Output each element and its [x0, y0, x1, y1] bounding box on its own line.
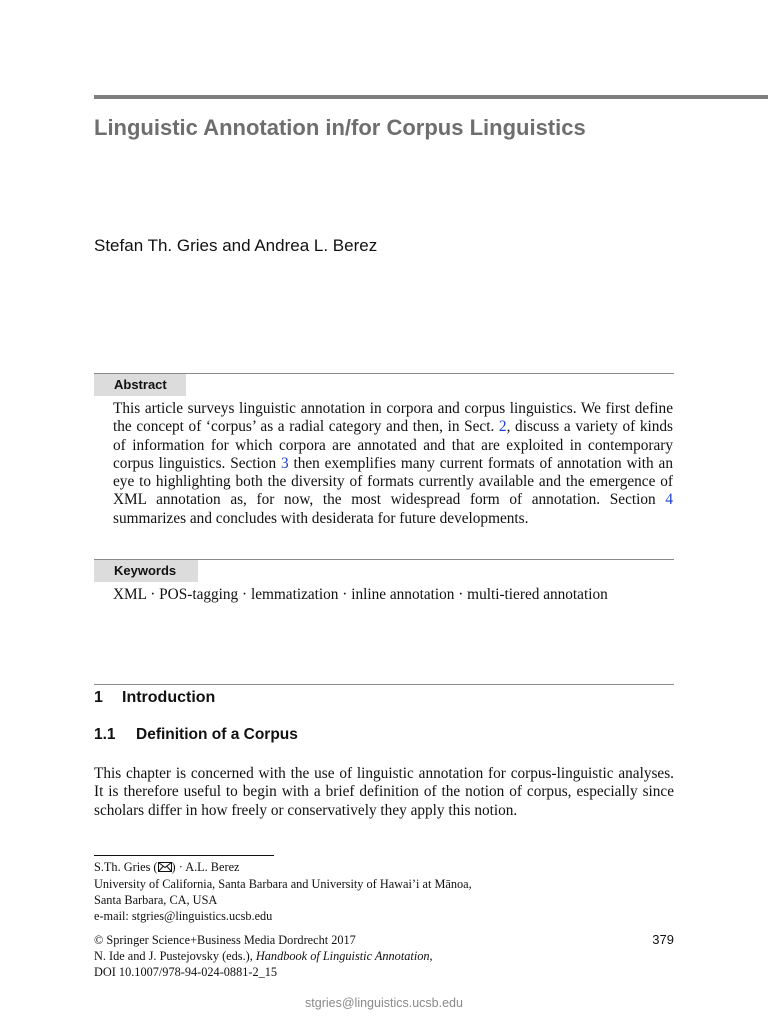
abstract-text: This article surveys linguistic annotation in corpora and corpus linguistics. We first define the concept of ‘corpus’ as a radial category and then, in Sect. 2, discuss a variety of kinds of information for which corpora are annotated and that are exploited in contemporary corpus linguistics. Section 3 then exemplifies many current formats of annotation with an eye to highlighting both the diversity of formats currently available and the emergence of XML annotation as, for now, the most widespread form of annotation. Section 4 summarizes and concludes with desiderata for future developments.: [113, 400, 673, 527]
section-title: Introduction: [122, 689, 216, 706]
section-number: 1: [94, 689, 103, 706]
section-2-link[interactable]: 2: [498, 418, 507, 436]
mail-icon[interactable]: [158, 860, 172, 876]
keywords-label: Keywords: [94, 560, 198, 582]
authors: Stefan Th. Gries and Andrea L. Berez: [94, 236, 378, 255]
publication-info: © Springer Science+Business Media Dordrecht 2017 N. Ide and J. Pustejovsky (eds.), Handbook of Linguistic Annotation, DOI 10.1007/978-94-024-0881-2_15: [94, 932, 674, 980]
editors: N. Ide and J. Pustejovsky (eds.),: [94, 949, 256, 963]
top-rule: [94, 95, 768, 99]
section-4-link[interactable]: 4: [665, 491, 673, 509]
copyright: © Springer Science+Business Media Dordrecht 2017: [94, 933, 356, 947]
watermark: stgries@linguistics.ucsb.edu: [305, 996, 463, 1010]
page-number: 379: [652, 932, 674, 947]
doi[interactable]: DOI 10.1007/978-94-024-0881-2_15: [94, 965, 278, 979]
section-heading: [94, 689, 215, 707]
footnote: S.Th. Gries ( ) · A.L. Berez University of California, Santa Barbara and University of Hawai’i at Mānoa, Santa Barbara, CA, USA e-mail: stgries@linguistics.ucsb.edu: [94, 859, 674, 924]
chapter-title: Linguistic Annotation in/for Corpus Linguistics: [94, 115, 586, 140]
email[interactable]: e-mail: stgries@linguistics.ucsb.edu: [94, 909, 273, 923]
affiliation: University of California, Santa Barbara and University of Hawai’i at Mānoa,: [94, 877, 472, 891]
keywords-text: XML · POS-tagging · lemmatization · inline annotation · multi-tiered annotation: [113, 586, 608, 603]
body-paragraph: This chapter is concerned with the use of linguistic annotation for corpus-linguistic analyses. It is therefore useful to begin with a brief definition of the notion of corpus, especially since scholars differ in how freely or conservatively they apply this notion.: [94, 765, 674, 819]
section-3-link[interactable]: 3: [280, 454, 289, 472]
section-rule: [94, 684, 674, 685]
author-1: S.Th. Gries: [94, 860, 151, 874]
book-title: Handbook of Linguistic Annotation: [255, 949, 430, 963]
subsection-heading: [94, 726, 298, 744]
footnote-rule: [94, 855, 274, 856]
subsection-number: 1.1: [94, 726, 116, 743]
subsection-title: Definition of a Corpus: [136, 726, 298, 743]
address: Santa Barbara, CA, USA: [94, 893, 218, 907]
abstract-label: Abstract: [94, 374, 186, 396]
author-2: · A.L. Berez: [178, 860, 240, 874]
